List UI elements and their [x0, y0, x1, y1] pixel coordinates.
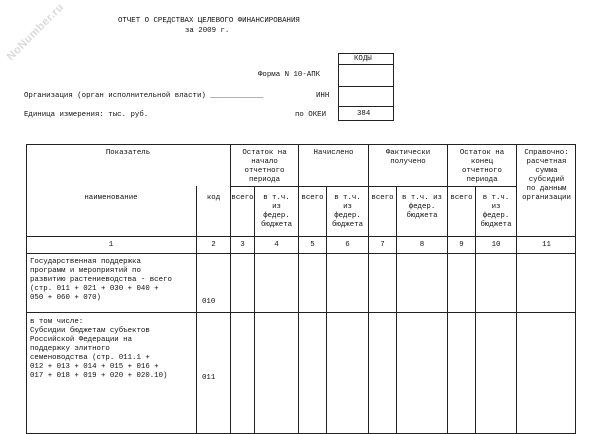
- row-code: 010: [202, 298, 216, 306]
- row-name: Государственная поддержка программ и мероприятий по развитию растениеводства - всего (стр. 011 + 021 + 030 + 040 + 050 + 060 + 070): [30, 258, 172, 302]
- col-federal-header: в т.ч. из федер. бюджета: [402, 194, 442, 220]
- table-vline: [396, 186, 397, 434]
- col-number: 4: [274, 241, 279, 249]
- inn-label: ИНН: [316, 92, 330, 100]
- col-total-header: всего: [231, 194, 254, 202]
- form-label: Форма N 10-АПК: [258, 71, 321, 79]
- unit-label: Единица измерения: тыс. руб.: [24, 111, 149, 119]
- organization-label: Организация (орган исполнительной власти) ____________: [24, 92, 264, 100]
- col-federal-header: в т.ч. из федер. бюджета: [331, 194, 364, 229]
- table-hline: [230, 186, 516, 187]
- col-number: 2: [211, 241, 216, 249]
- col-accrued-header: Начислено: [313, 149, 354, 157]
- col-number: 6: [345, 241, 350, 249]
- table-vline: [196, 186, 197, 434]
- col-federal-header: в т.ч. из федер. бюджета: [480, 194, 512, 229]
- col-number: 8: [419, 241, 425, 249]
- col-indicator-header: Показатель: [105, 149, 151, 157]
- col-number: 7: [380, 241, 385, 249]
- codes-divider: [338, 106, 394, 107]
- col-reference-header: Справочно: расчетная сумма субсидий по данным организации: [522, 149, 571, 202]
- col-number: 3: [240, 241, 245, 249]
- row-name: в том числе: Субсидии бюджетам субъектов Российской Федерации на поддержку элитного семеноводства (стр. 011.1 + 012 + 013 + 014 + 015 + 016 + 017 + 018 + 019 + 020 + 020.10): [30, 318, 168, 380]
- table-hline: [26, 236, 576, 237]
- codes-label: КОДЫ: [354, 55, 372, 63]
- col-code-header: код: [206, 194, 221, 202]
- okei-label: по ОКЕИ: [295, 111, 327, 119]
- table-vline: [230, 144, 231, 434]
- report-title: ОТЧЕТ О СРЕДСТВАХ ЦЕЛЕВОГО ФИНАНСИРОВАНИЯ: [118, 17, 300, 25]
- col-total-header: всего: [301, 194, 324, 202]
- col-received-header: Фактически получено: [385, 149, 431, 166]
- col-end-balance-header: Остаток на конец отчетного периода: [459, 149, 505, 184]
- table-vline: [298, 144, 299, 434]
- col-number: 1: [108, 241, 114, 249]
- table-hline: [26, 312, 576, 313]
- col-number: 5: [310, 241, 315, 249]
- table-vline: [368, 144, 369, 434]
- table-hline: [26, 253, 576, 254]
- row-code: 011: [202, 374, 216, 382]
- col-number: 9: [459, 241, 464, 249]
- col-name-header: наименование: [84, 194, 138, 202]
- report-year: за 2009 г.: [185, 27, 230, 35]
- col-federal-header: в т.ч. из федер. бюджета: [260, 194, 293, 229]
- col-number: 10: [491, 241, 501, 249]
- col-number: 11: [542, 241, 551, 249]
- watermark: NoNumber.ru: [4, 1, 67, 63]
- col-total-header: всего: [450, 194, 473, 202]
- codes-divider: [338, 86, 394, 87]
- col-total-header: всего: [371, 194, 394, 202]
- okei-value: 384: [357, 110, 371, 118]
- col-start-balance-header: Остаток на начало отчетного периода: [242, 149, 287, 184]
- codes-divider: [338, 64, 394, 65]
- table-vline: [447, 144, 448, 434]
